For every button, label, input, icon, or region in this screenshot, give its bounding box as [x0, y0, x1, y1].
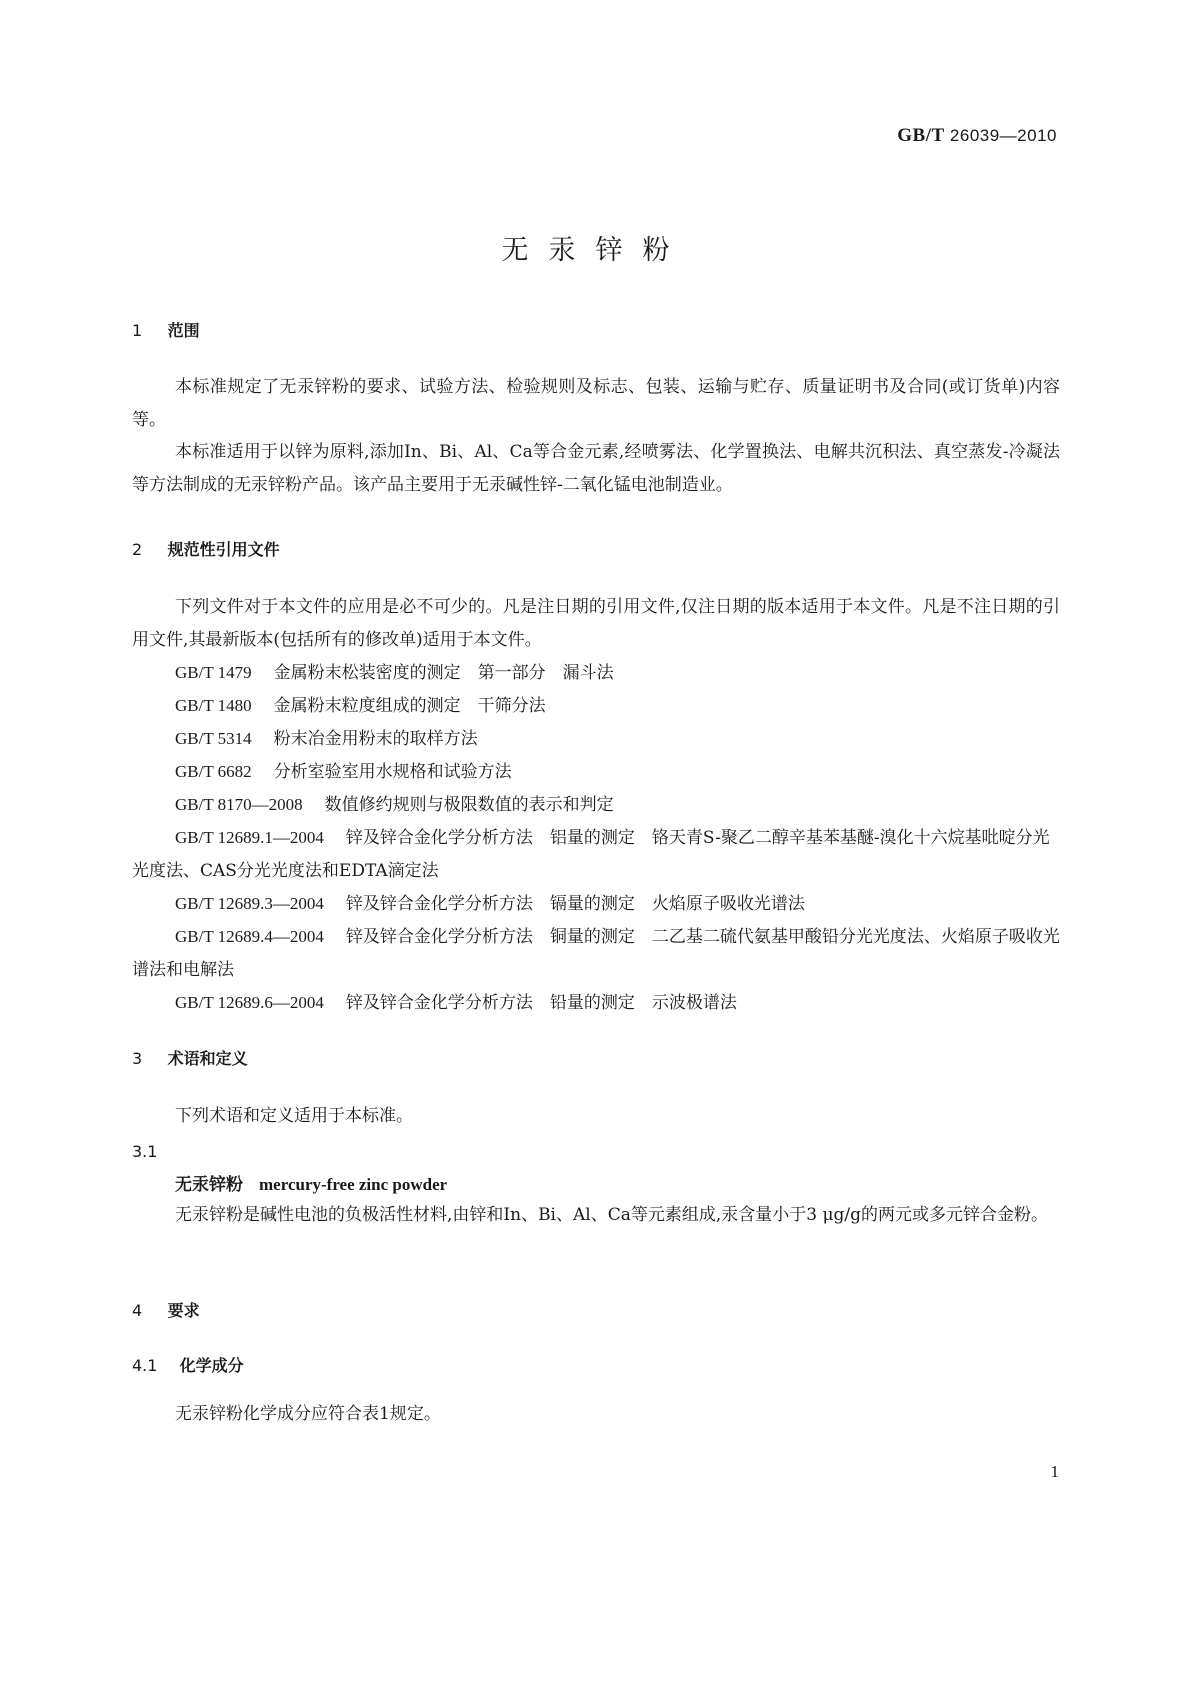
section-3-heading [132, 1046, 248, 1069]
reference-title: 锌及锌合金化学分析方法 镉量的测定 火焰原子吸收光谱法 [345, 894, 805, 914]
standard-code-prefix: GB/T [897, 125, 945, 146]
section-number: 2 [132, 540, 143, 559]
reference-title: 锌及锌合金化学分析方法 铅量的测定 示波极谱法 [345, 993, 737, 1013]
reference-code: GB/T 12689.1—2004 [175, 828, 324, 847]
reference-code: GB/T 12689.3—2004 [175, 894, 324, 913]
reference-title: 锌及锌合金化学分析方法 铝量的测定 铬天青S-聚乙二醇辛基苯基醚-溴化十六烷基吡啶分光光度法、CAS分光光度法和EDTA滴定法 [132, 828, 1050, 881]
section-4-1-paragraph: 无汞锌粉化学成分应符合表1规定。 [175, 1404, 441, 1424]
section-1-paragraph-1: 本标准规定了无汞锌粉的要求、试验方法、检验规则及标志、包装、运输与贮存、质量证明书及合同(或订货单)内容等。 [132, 377, 1060, 430]
section-1-paragraph-2: 本标准适用于以锌为原料,添加In、Bi、Al、Ca等合金元素,经喷雾法、化学置换法、电解共沉积法、真空蒸发-冷凝法等方法制成的无汞锌粉产品。该产品主要用于无汞碱性锌-二氧化锰电池制造业。 [132, 442, 1060, 495]
term-definition: 无汞锌粉是碱性电池的负极活性材料,由锌和In、Bi、Al、Ca等元素组成,汞含量小于3 μg/g的两元或多元锌合金粉。 [175, 1205, 1049, 1225]
term-chinese: 无汞锌粉 [175, 1175, 243, 1195]
reference-code: GB/T 5314 [175, 729, 252, 748]
reference-item [132, 755, 1060, 789]
reference-title: 金属粉末粒度组成的测定 干筛分法 [273, 696, 546, 716]
section-number: 1 [132, 321, 143, 340]
section-1-heading [132, 318, 200, 341]
reference-title: 分析室验室用水规格和试验方法 [273, 762, 512, 782]
reference-code: GB/T 1479 [175, 663, 252, 682]
section-2-intro: 下列文件对于本文件的应用是必不可少的。凡是注日期的引用文件,仅注日期的版本适用于本文件。凡是不注日期的引用文件,其最新版本(包括所有的修改单)适用于本文件。 [132, 597, 1060, 650]
reference-item [132, 656, 1060, 690]
reference-item [132, 821, 1060, 888]
section-3-intro: 下列术语和定义适用于本标准。 [175, 1106, 413, 1126]
reference-title: 金属粉末松装密度的测定 第一部分 漏斗法 [273, 663, 614, 683]
section-4-heading [132, 1298, 200, 1321]
reference-item [132, 788, 1060, 822]
reference-item [132, 689, 1060, 723]
reference-item [132, 986, 1060, 1020]
term-entry [175, 1170, 447, 1195]
section-title: 术语和定义 [167, 1049, 248, 1068]
reference-title: 锌及锌合金化学分析方法 铜量的测定 二乙基二硫代氨基甲酸铅分光光度法、火焰原子吸收光谱法和电解法 [132, 927, 1060, 980]
standard-code-number: 26039—2010 [949, 126, 1057, 145]
section-title: 要求 [167, 1301, 200, 1320]
section-2-heading [132, 537, 280, 560]
page-number: 1 [1050, 1462, 1059, 1481]
subsection-title: 化学成分 [179, 1356, 244, 1375]
reference-item [132, 722, 1060, 756]
section-number: 3 [132, 1049, 143, 1068]
reference-code: GB/T 1480 [175, 696, 252, 715]
subsection-4-1-heading [132, 1353, 244, 1376]
reference-item [132, 920, 1060, 987]
standard-code [897, 125, 1057, 147]
document-title: 无汞锌粉 [501, 235, 690, 266]
subsection-number: 4.1 [132, 1356, 158, 1375]
section-number: 4 [132, 1301, 143, 1320]
clause-number: 3.1 [132, 1142, 158, 1161]
section-title: 范围 [167, 321, 200, 340]
term-english: mercury-free zinc powder [259, 1175, 448, 1194]
reference-code: GB/T 12689.4—2004 [175, 927, 324, 946]
section-title: 规范性引用文件 [167, 540, 280, 559]
reference-item [132, 887, 1060, 921]
reference-title: 数值修约规则与极限数值的表示和判定 [324, 795, 614, 815]
reference-title: 粉末冶金用粉末的取样方法 [273, 729, 478, 749]
reference-code: GB/T 6682 [175, 762, 252, 781]
reference-code: GB/T 12689.6—2004 [175, 993, 324, 1012]
reference-code: GB/T 8170—2008 [175, 795, 303, 814]
